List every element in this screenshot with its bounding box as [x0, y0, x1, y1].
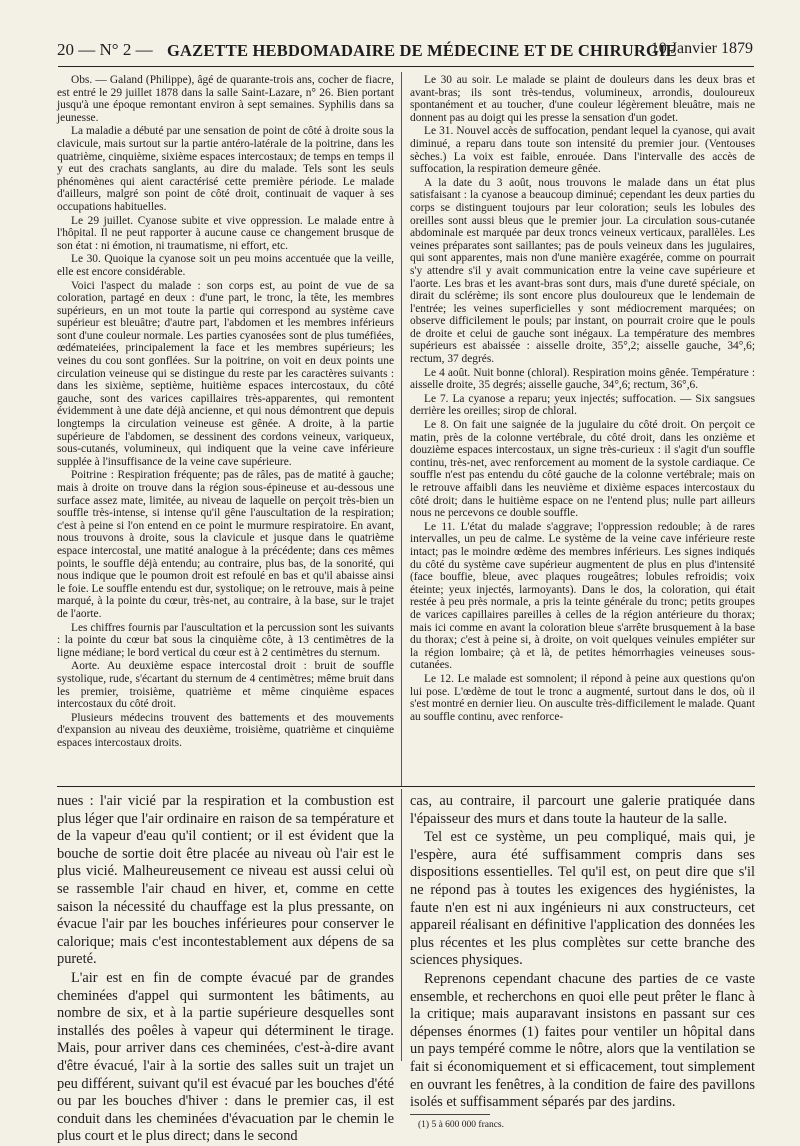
- paragraph: La maladie a débuté par une sensation de point de côté à droite sous la clavicule, mais surtout sur la partie antéro-latérale de la poitrine, dans les quatrième, cinquième, sixième espaces intercostaux; de temps en temps il y eut des crachats sanglants, au dire du malade. Tels sont les seuls phénomènes qui aient caractérisé cette première période. Le malade d'ailleurs, malgré son point de côté droit, continuait de vaquer à ses occupations habituelles.: [57, 125, 394, 213]
- journal-title: GAZETTE HEBDOMADAIRE DE MÉDECINE ET DE CHIRURGIE: [167, 41, 677, 60]
- paragraph: Le 12. Le malade est somnolent; il répond à peine aux questions qu'on lui pose. L'œdème de tout le tronc a augmenté, surtout dans le dos, où il s'est montré en dernier lieu. On ausculte très-difficilement le malade. Quant au souffle continu, avec renforce-: [410, 672, 755, 723]
- bottom-right-column: [410, 793, 755, 1131]
- paragraph: Le 30. Quoique la cyanose soit un peu moins accentuée que la veille, elle est encore considérable.: [57, 253, 394, 278]
- bottom-left-column: [57, 793, 394, 1146]
- paragraph: L'air est en fin de compte évacué par de grandes cheminées d'appel qui surmontent les bâtiments, au nombre de six, et à la partie supérieure desquelles sont installés des poêles à vapeur qui déterminent le tirage. Mais, pour arriver dans ces cheminées, c'est-à-dire avant d'être évacué, l'air à la sortie des salles suit un trajet un peu différent, suivant qu'il est évacué par les bouches d'été ou par les bouches d'hiver : dans le premier cas, il est conduit dans les cheminées d'évacuation par le chemin le plus court et le plus direct; dans le second: [57, 969, 394, 1145]
- paragraph: Obs. — Galand (Philippe), âgé de quarante-trois ans, cocher de fiacre, est entré le 29 juillet 1878 dans la salle Saint-Lazare, n° 26. Bien portant jusqu'à une époque remontant environ à sept semaines. Syphilis dans sa jeunesse.: [57, 74, 394, 124]
- paragraph: Tel est ce système, un peu compliqué, mais qui, je l'espère, aura été suffisamment compris dans ses dispositions essentielles. Tel qu'il est, on peut dire que s'il ne répond pas à toutes les exigences des hygiénistes, la faute n'en est ni aux ingénieurs ni aux constructeurs, cet appareil réalisant en définitive l'application des données les plus récentes et les plus complètes sur cette branche des sciences physiques.: [410, 829, 755, 969]
- page-number: 20 — N° 2 —: [57, 40, 153, 59]
- column-divider: [401, 789, 402, 1061]
- paragraph: Les chiffres fournis par l'auscultation et la percussion sont les suivants : la pointe du cœur bat sous la cinquième côte, à 13 centimètres de la ligne médiane; le bord vertical du cœur est à 2 centimètres du sternum.: [57, 621, 394, 659]
- paragraph: Voici l'aspect du malade : son corps est, au point de vue de sa coloration, partagé en deux : d'une part, le tronc, la tête, les membres supérieurs, en un mot toute la partie qui correspond au système cave supérieur est bleuâtre; d'autre part, l'abdomen et les membres inférieurs sont d'une couleur normale. Les parties cyanosées sont de plus tuméfiées, œdémateiées, principalement la face et les membres supérieurs; les veines du cou sont gonflées. Sur la poitrine, on voit en deux points une circulation veineuse qui se distingue du reste par les caractères suivants : dans les sixième, septième, huitième espaces intercostaux, du côté gauche, sont des varices capillaires très-apparentes, qui remontent évidemment à une date déjà ancienne, et qui nous démontrent que depuis longtemps la circulation veineuse est gênée. A droite, à la partie supérieure de l'abdomen, se dessinent des cordons veineux, variqueux, sous-cutanés, volumineux, qui indiquent que la veine cave inférieure supplée à l'insuffisance de la veine cave supérieure.: [57, 279, 394, 468]
- top-right-column: [410, 74, 755, 723]
- paragraph: Le 11. L'état du malade s'aggrave; l'oppression redouble; à de rares intervalles, un peu de calme. Le système de la veine cave inférieure reste intact; pas le moindre œdème des membres inférieurs. Les signes indiqués du côté du système cave supérieur augmentent de plus en plus d'intensité (face bouffie, bleue, avec plaques rougeâtres; lobules refroidis; voix éteinte; yeux injectés, larmoyants). Dans le dos, la coloration, qui était restée à peu près normale, a pris la teinte générale du tronc; petits groupes de varices capillaires pareilles à celles de la région antérieure du thorax; mais ici comme en avant la coloration bleue s'arrête brusquement à la base du thorax; c'est à peine si, à droite, on voit quelques veinules empiéter sur la région lombaire; çà et là, de petites hémorrhagies veineuses sous-cutanées.: [410, 520, 755, 672]
- paragraph: Aorte. Au deuxième espace intercostal droit : bruit de souffle systolique, rude, s'écartant du sternum de 4 centimètres; même bruit dans les premier, troisième, quatrième et même cinquième espaces intercostaux du côté droit.: [57, 660, 394, 711]
- paragraph: A la date du 3 août, nous trouvons le malade dans un état plus satisfaisant : la cyanose a beaucoup diminué; cependant les deux parties du corps se distinguent toujours par leur coloration; seuls les lobules des oreilles sont aussi bleus que le premier jour. La circulation sous-cutanée abdominale est marquée par deux troncs veineux verticaux, parallèles. Les veines préparates sont saillantes; pas de pouls veineux dans les jugulaires, qui sont apparentes, mais non d'une manière exagérée, comme on pourrait s'y attendre s'il y avait communication entre la veine cave supérieure et l'aorte. Les bras et les avant-bras sont durs, mais d'une dureté spéciale, on dirait du sclérème; ils sont encore plus douloureux que le lendemain de l'entrée; les veines superficielles y sont médiocrement marquées; on observe difficilement le pouls; par instant, on pourrait croire que le pouls de droite et celui de gauche sont inégaux. La température des membres supérieurs est abaissée : aisselle droite, 35°,2; aisselle gauche, 34°,6; rectum, 37 degrés.: [410, 176, 755, 366]
- paragraph: nues : l'air vicié par la respiration et la combustion est plus léger que l'air ordinaire en raison de sa température et de la vapeur d'eau qu'il contient; or il est évident que la bouche de sortie doit être placée au niveau où l'air est le plus vicié. Malheureusement ce niveau est aussi celui où se rassemble l'air chaud en hiver, et, comme en cette saison la nécessité du chauffage est la plus pressante, on évacue l'air par les bouches inférieures pour conserver le calorique; mais c'est incontestablement aux dépens de sa pureté.: [57, 793, 394, 968]
- paragraph: cas, au contraire, il parcourt une galerie pratiquée dans l'épaisseur des murs et dans toute la hauteur de la salle.: [410, 793, 755, 827]
- footnote-rule: [410, 1114, 490, 1115]
- paragraph: Le 31. Nouvel accès de suffocation, pendant lequel la cyanose, qui avait diminué, a reparu dans toute son intensité du premier jour. (Ventouses sèches.) La voix est faible, enrouée. Dans l'intervalle des accès de suffocation, la respiration demeure gênée.: [410, 125, 755, 176]
- paragraph: Plusieurs médecins trouvent des battements et des mouvements d'expansion au niveau des deuxième, troisième, quatrième et cinquième espaces intercostaux droits.: [57, 711, 394, 749]
- issue-number: — N° 2 —: [78, 40, 153, 59]
- page-header: [57, 38, 753, 66]
- header-rule: [58, 66, 754, 67]
- paragraph: Le 8. On fait une saignée de la jugulaire du côté droit. On perçoit ce matin, près de la colonne vertébrale, du côté droit, dans les onzième et douzième espaces intercostaux, un signe très-curieux : il s'agit d'un souffle continu, très-net, avec renforcement au moment de la systole cardiaque. Ce souffle n'est pas entendu du côté gauche de la colonne vertébrale; mais on le retrouve affaibli dans les neuvième et dixième espaces intercostaux du côté droit; dans le huitième espace on ne l'entend plus; nulle part ailleurs nous ne percevons ce double souffle.: [410, 419, 755, 520]
- column-divider: [401, 72, 402, 786]
- top-left-column: [57, 74, 394, 749]
- issue-date: 10 Janvier 1879: [650, 40, 753, 57]
- paragraph: Reprenons cependant chacune des parties de ce vaste ensemble, et recherchons en quoi elle peut prêter le flanc à la critique; mais auparavant insistons en passant sur ces dépenses énormes (1) faites pour ventiler un hôpital dans un pays tempéré comme le nôtre, alors que la ventilation se fait si économiquement et si efficacement, tout simplement en ouvrant les fenêtres, à la condition de faire des pavillons isolés et suffisamment séparés par des jardins.: [410, 970, 755, 1111]
- paragraph: Le 4 août. Nuit bonne (chloral). Respiration moins gênée. Température : aisselle droite, 35 degrés; aisselle gauche, 34°,6; rectum, 36°,6.: [410, 366, 755, 392]
- paragraph: Poitrine : Respiration fréquente; pas de râles, pas de matité à gauche; mais à droite on trouve dans la région sous-épineuse et au-dessous une surface assez mate, limitée, au niveau de laquelle on perçoit très-bien un souffle très-intense, si intense qu'il gêne l'auscultation de la respiration; c'est à peine si l'on entend en ce point le murmure respiratoire. En avant, nous trouvons à droite, sous la clavicule et jusque dans le quatrième espace intercostal, une matité analogue à la précédente; dans ces mêmes points, le souffle déjà entendu; au contraire, plus bas, de la sonorité, qui nous indique que le poumon droit est refoulé en bas et qu'il abaisse ainsi le foie. Le souffle entendu est dur, systolique; on le retrouve, mais à peine marqué, à la pointe du cœur, très-net, au contraire, à la base, sur le trajet de l'aorte.: [57, 469, 394, 620]
- paragraph: Le 29 juillet. Cyanose subite et vive oppression. Le malade entre à l'hôpital. Il ne peut rapporter à aucune cause ce changement brusque de son état : ni émotion, ni traumatisme, ni effort, etc.: [57, 214, 394, 252]
- footnote: (1) 5 à 600 000 francs.: [418, 1119, 505, 1130]
- section-rule: [57, 786, 755, 787]
- paragraph: Le 7. La cyanose a reparu; yeux injectés; suffocation. — Six sangsues derrière les oreilles; sirop de chloral.: [410, 392, 755, 418]
- paragraph: Le 30 au soir. Le malade se plaint de douleurs dans les deux bras et avant-bras; ils sont très-tendus, volumineux, arrondis, douloureux spontanément et au toucher, d'une couleur légèrement bleuâtre, mais ne donnent pas au doigt qui les presse la sensation d'un godet.: [410, 74, 755, 124]
